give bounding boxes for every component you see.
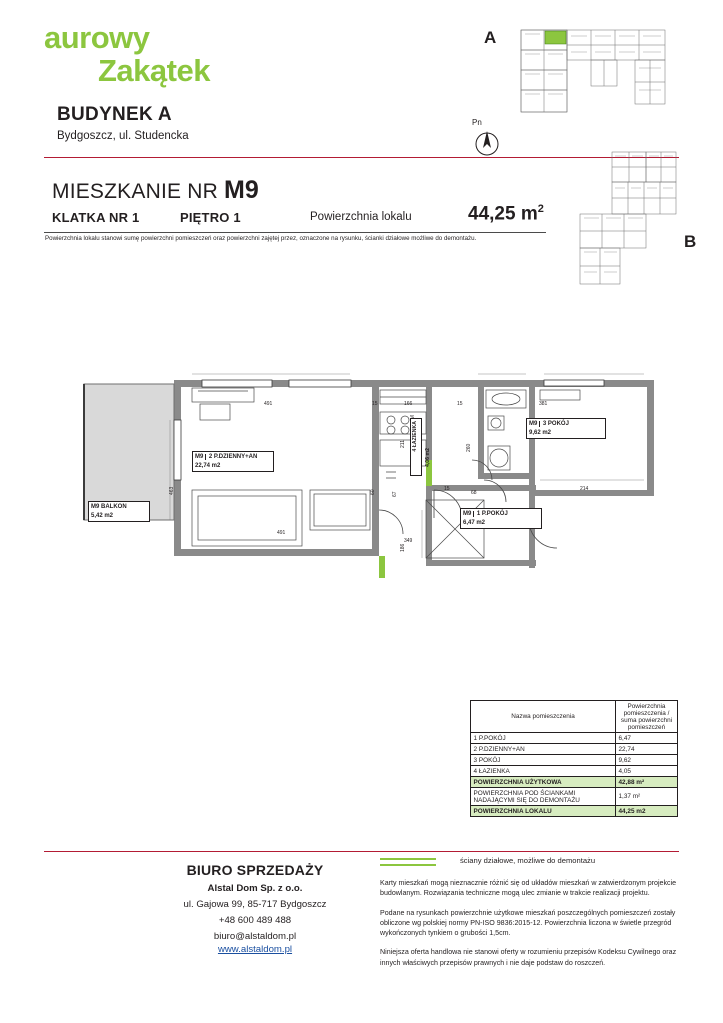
staircase-label: KLATKA NR 1 (52, 210, 140, 225)
area-value-number: 44,25 m (468, 203, 538, 225)
table-header-name: Nazwa pomieszczenia (471, 701, 616, 733)
area-unit-sup: 2 (537, 203, 544, 215)
sales-office-block (150, 862, 360, 955)
room-tag-bathroom (410, 418, 422, 476)
table-row (471, 755, 678, 766)
table-row-grand-total (471, 806, 678, 817)
row-area: 6,47 (616, 733, 678, 744)
table-row-usable-total (471, 777, 678, 788)
minimap-building-a (505, 22, 680, 132)
row-name: POWIERZCHNIA POD ŚCIANKAMI NADAJĄCYMI SIĘ DO DEMONTAŻU (471, 788, 616, 806)
row-area: 22,74 (616, 744, 678, 755)
company-website[interactable]: www.alstaldom.pl (217, 944, 293, 955)
room-tag-room1 (460, 508, 542, 529)
row-name: POWIERZCHNIA LOKALU (471, 806, 616, 817)
row-name: 2 P.DZIENNY+AN (471, 744, 616, 755)
divider-bottom (44, 851, 679, 852)
dim-15b: 15 (457, 401, 463, 407)
company-name: Alstal Dom Sp. z o.o. (207, 883, 303, 894)
dim-166: 166 (404, 401, 413, 407)
floor-label: PIĘTRO 1 (180, 210, 241, 225)
room-tag-room3 (526, 418, 606, 439)
dim-463: 463 (169, 486, 175, 495)
room-area-room1: 6,47 m2 (463, 519, 486, 526)
dim-260: 260 (466, 443, 472, 452)
table-row (471, 744, 678, 755)
room-name-room1: 1 P.POKÓJ (473, 511, 508, 517)
room-area-room3: 9,62 m2 (529, 429, 552, 436)
table-header-area: Powierzchnia pomieszczenia / suma powierzchni pomieszczeń (616, 701, 678, 733)
furniture-room-3 (540, 390, 580, 400)
dim-214: 214 (580, 486, 589, 492)
row-area: 9,62 (616, 755, 678, 766)
building-address: Bydgoszcz, ul. Studencka (57, 130, 189, 142)
dim-60: 60 (370, 489, 376, 495)
disclaimer-1: Karty mieszkań mogą nieznacznie różnić się od układów mieszkań w zatwierdzonym projekcie budowlanym. Rozwiązania techniczne mogą ulec zmianie w trakcie realizacji projektu. (380, 879, 677, 898)
dim-15a: 15 (372, 401, 378, 407)
dim-491-top: 491 (264, 401, 273, 407)
compass-label: Pn (472, 118, 482, 127)
apartment-floor-plan (74, 360, 654, 620)
row-name: 1 P.POKÓJ (471, 733, 616, 744)
row-area: 4,05 (616, 766, 678, 777)
sales-office-title: BIURO SPRZEDAŻY (186, 862, 324, 878)
logo-line2: Zakątek (98, 52, 210, 88)
flat-number: M9 (224, 176, 259, 204)
dim-491-bot: 491 (277, 530, 286, 536)
dim-67: 67 (392, 491, 398, 497)
table-header-row (471, 701, 678, 733)
disclaimer-2: Podane na rysunkach powierzchnie użytkowe mieszkań poszczególnych pomieszczeń zostały obliczone wg polskiej normy PN-ISO 9836:2015-12. Powierzchnia liczona w świetle przegród wykończonych tynkiem o grubości 1,5cm. (380, 908, 676, 938)
room-code-room3: M9 (529, 421, 538, 427)
company-street: ul. Gajowa 99, 85-717 Bydgoszcz (183, 899, 327, 910)
logo-line1: aurowy (44, 20, 150, 55)
row-name: 4 ŁAZIENKA (471, 766, 616, 777)
table-row-partitions (471, 788, 678, 806)
brand-logo (44, 22, 210, 87)
dim-68: 68 (471, 490, 477, 496)
room-code-balcony: M9 BALKON (91, 504, 127, 510)
furniture-bathroom (486, 390, 526, 470)
dim-381: 381 (539, 401, 548, 407)
room-area-balcony: 5,42 m2 (91, 512, 114, 519)
disclaimer-block (380, 878, 680, 977)
minimap-a-letter: A (484, 28, 497, 47)
room-name-room3: 3 POKÓJ (539, 421, 569, 427)
room-name-bathroom: 4 ŁAZIENKA (412, 421, 418, 452)
room-tag-living (192, 451, 274, 472)
compass-icon (470, 118, 504, 160)
company-email[interactable]: biuro@alstaldom.pl (213, 931, 297, 942)
row-name: 3 POKÓJ (471, 755, 616, 766)
area-table (470, 700, 678, 817)
area-value (468, 203, 544, 225)
minimap-b-letter: B (684, 232, 697, 251)
table-row (471, 733, 678, 744)
legend-text: ściany działowe, możliwe do demontażu (460, 856, 596, 865)
area-label: Powierzchnia lokalu (310, 211, 412, 223)
dim-15c: 15 (444, 486, 450, 492)
building-name: BUDYNEK A (57, 104, 172, 125)
row-area: 42,88 m² (616, 777, 678, 788)
floor-plan-drawing (74, 360, 654, 620)
highlighted-unit-marker (545, 31, 566, 44)
room-code-living: M9 (195, 454, 204, 460)
room-code-room1: M9 (463, 511, 472, 517)
legend-swatch-partition (380, 858, 436, 866)
table-row (471, 766, 678, 777)
area-note: Powierzchnia lokalu stanowi sumę powierzchni pomieszczeń oraz powierzchni zajętej przez, oznaczone na rysunku, ścianki działowe możliwe do demontażu. (45, 235, 477, 242)
minimap-building-b (560, 148, 680, 288)
room-name-living: 2 P.DZIENNY+AN (205, 454, 257, 460)
balcony-area (84, 384, 174, 520)
page-title (52, 176, 259, 205)
room-area-bathroom: 4,06 m2 (425, 448, 431, 468)
room-tag-balcony (88, 501, 150, 522)
dim-186: 186 (400, 543, 406, 552)
dim-211: 211 (400, 440, 406, 448)
disclaimer-3: Niniejsza oferta handlowa nie stanowi oferty w rozumieniu przepisów Kodeksu Cywilnego oraz innych właściwych przepisów prawnych i nie daje podstaw do roszczeń. (380, 948, 677, 967)
flat-title-prefix: MIESZKANIE NR (52, 180, 224, 203)
company-phone[interactable]: +48 600 489 488 (218, 915, 292, 926)
divider-thin (44, 232, 546, 233)
row-area: 44,25 m2 (616, 806, 678, 817)
dim-349: 349 (404, 538, 413, 544)
row-area: 1,37 m² (616, 788, 678, 806)
row-name: POWIERZCHNIA UŻYTKOWA (471, 777, 616, 788)
room-area-bathroom-wrap (424, 446, 436, 478)
room-area-living: 22,74 m2 (195, 462, 221, 469)
